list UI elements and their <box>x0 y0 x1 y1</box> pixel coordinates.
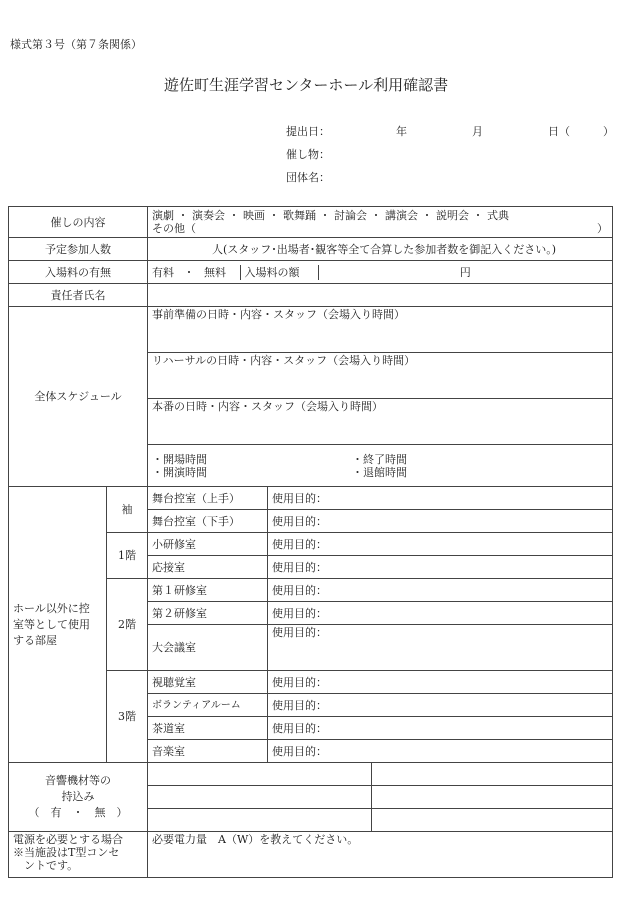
start-time: ・開演時間 <box>152 465 207 479</box>
floor-label-2f: 2階 <box>107 579 148 671</box>
day-close: ） <box>603 125 614 138</box>
equipment-input[interactable] <box>372 809 613 832</box>
power-label-line: ントです。 <box>13 859 79 872</box>
fee-yen[interactable]: 円 <box>459 265 471 279</box>
equipment-input[interactable] <box>148 786 372 809</box>
page-title: 遊佐町生涯学習センターホール利用確認書 <box>164 76 449 94</box>
power-row <box>9 832 613 878</box>
participants-value[interactable]: 人(スタッフ･出場者･観客等全て合算した参加者数を御記入ください。) <box>148 238 613 261</box>
group-label: 団体名： <box>286 171 330 184</box>
room-name: 視聴覚室 <box>148 671 268 694</box>
room-purpose[interactable]: 使用目的： <box>268 556 613 579</box>
equipment-label-line: 音響機材等の <box>45 774 111 787</box>
month-label: 月 <box>472 125 483 138</box>
fee-cell <box>148 261 613 284</box>
day-label: 日（ <box>548 125 570 138</box>
room-name: 音楽室 <box>148 740 268 763</box>
responsible-label: 責任者氏名 <box>9 284 148 307</box>
room-name: 茶道室 <box>148 717 268 740</box>
power-label-line: ※当施設はT型コンセ <box>13 846 120 859</box>
room-purpose[interactable]: 使用目的： <box>268 602 613 625</box>
rooms-label <box>9 487 107 763</box>
room-purpose[interactable]: 使用目的： <box>268 533 613 556</box>
room-name: 舞台控室（下手） <box>148 510 268 533</box>
equipment-row <box>9 763 613 786</box>
equipment-label <box>9 763 148 832</box>
participants-row <box>9 238 613 261</box>
room-purpose[interactable]: 使用目的： <box>268 717 613 740</box>
schedule-rehearsal[interactable]: リハーサルの日時・内容・スタッフ（会場入り時間） <box>148 353 613 399</box>
content-other-close: ） <box>597 222 608 235</box>
close-time: ・退館時間 <box>352 465 407 479</box>
content-label: 催しの内容 <box>9 207 148 238</box>
participants-label: 予定参加人数 <box>9 238 148 261</box>
rooms-label-line: ホール以外に控 <box>13 601 90 615</box>
schedule-prep-row <box>9 307 613 353</box>
power-label <box>9 832 148 878</box>
room-purpose[interactable]: 使用目的： <box>268 625 613 671</box>
floor-label-3f: 3階 <box>107 671 148 763</box>
floor-label-sode: 袖 <box>107 487 148 533</box>
fee-free: 無料 <box>204 265 226 279</box>
schedule-main[interactable]: 本番の日時・内容・スタッフ（会場入り時間） <box>148 399 613 445</box>
room-purpose[interactable]: 使用目的： <box>268 487 613 510</box>
room-purpose[interactable]: 使用目的： <box>268 510 613 533</box>
responsible-row <box>9 284 613 307</box>
room-purpose[interactable]: 使用目的： <box>268 671 613 694</box>
content-options-line1: 演劇 ・ 演奏会 ・ 映画 ・ 歌舞踊 ・ 討論会 ・ 講演会 ・ 説明会 ・ 式典 <box>152 209 509 222</box>
fee-sep: ・ <box>183 265 195 279</box>
year-label: 年 <box>396 125 407 138</box>
content-options[interactable] <box>148 207 613 238</box>
fee-paid: 有料 <box>152 265 174 279</box>
responsible-input[interactable] <box>148 284 613 307</box>
schedule-prep[interactable]: 事前準備の日時・内容・スタッフ（会場入り時間） <box>148 307 613 353</box>
room-name: 舞台控室（上手） <box>148 487 268 510</box>
submit-date-label: 提出日： <box>286 125 330 138</box>
power-label-line: 電源を必要とする場合 <box>13 833 123 846</box>
form-number: 様式第３号（第７条関係） <box>10 38 142 51</box>
equipment-label-line: 持込み <box>61 790 95 803</box>
equipment-input[interactable] <box>372 786 613 809</box>
room-name: 応接室 <box>148 556 268 579</box>
rooms-label-line: 室等として使用 <box>13 617 90 631</box>
room-name: 大会議室 <box>148 625 268 671</box>
application-table <box>8 206 613 878</box>
equipment-input[interactable] <box>148 809 372 832</box>
content-row <box>9 207 613 238</box>
content-other: その他（ <box>152 222 196 235</box>
equipment-input[interactable] <box>148 763 372 786</box>
room-name: 小研修室 <box>148 533 268 556</box>
fee-amount-label: 入場料の額 <box>240 265 318 280</box>
room-purpose[interactable]: 使用目的： <box>268 579 613 602</box>
open-time: ・開場時間 <box>152 452 207 466</box>
equipment-has[interactable]: （ 有 ・ 無 ） <box>28 806 128 819</box>
fee-label: 入場料の有無 <box>9 261 148 284</box>
end-time: ・終了時間 <box>352 452 407 466</box>
rooms-label-line: する部屋 <box>13 633 57 647</box>
fee-choice[interactable] <box>148 265 240 280</box>
room-name: 第２研修室 <box>148 602 268 625</box>
schedule-times[interactable] <box>148 445 613 487</box>
floor-label-1f: 1階 <box>107 533 148 579</box>
event-label: 催し物： <box>286 148 330 161</box>
room-name: ボランティアルーム <box>148 694 268 717</box>
schedule-label: 全体スケジュール <box>9 307 148 487</box>
power-value[interactable]: 必要電力量 A（W）を教えてください。 <box>148 832 613 878</box>
equipment-input[interactable] <box>372 763 613 786</box>
room-purpose[interactable]: 使用目的： <box>268 694 613 717</box>
room-name: 第１研修室 <box>148 579 268 602</box>
room-row <box>9 487 613 510</box>
fee-row <box>9 261 613 284</box>
room-purpose[interactable]: 使用目的： <box>268 740 613 763</box>
